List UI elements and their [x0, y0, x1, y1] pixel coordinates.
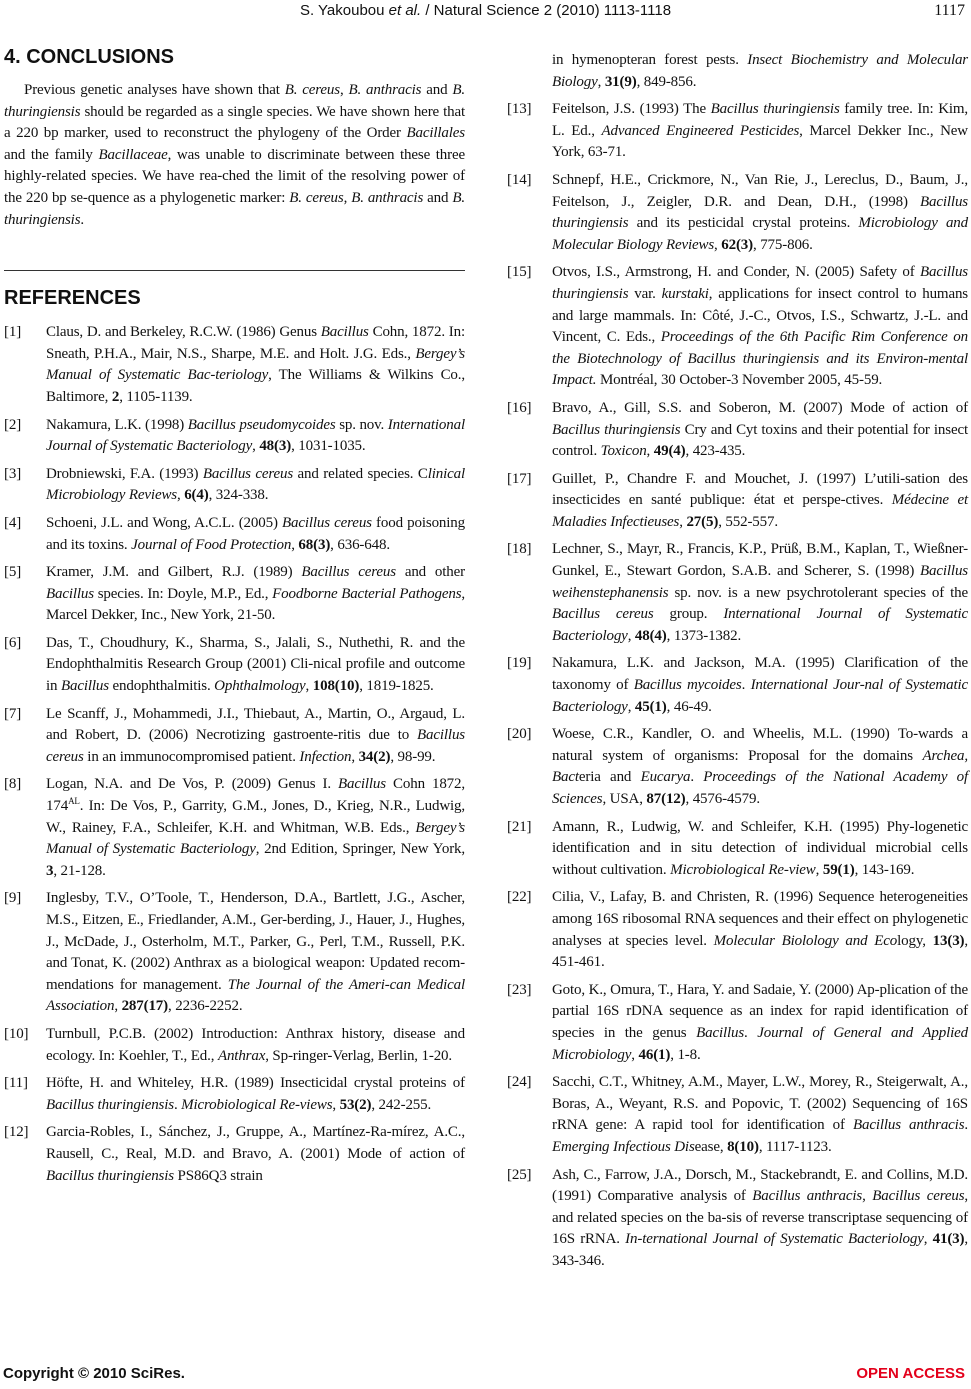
text-run: Nakamura, L.K. and Jackson, M.A. (1995) Clarification of the taxonomy of — [552, 655, 968, 694]
italic-text: B. cereus — [284, 82, 340, 98]
reference-number: [12] — [4, 1124, 29, 1141]
text-run: , 21-128. — [53, 862, 106, 879]
italic-text: Microbiological Re-views — [181, 1096, 333, 1113]
reference-number: [16] — [507, 399, 532, 416]
text-run: , 46-49. — [666, 698, 712, 715]
text-run: . In: De Vos, P., Garrity, G.M., Jones, D., Krieg, N.R., Ludwig, W., Rainey, F.A., Schleifer, K.H. and Whitman, W.B. Eds., — [46, 798, 465, 836]
bold-text: 41(3) — [932, 1231, 965, 1248]
text-run: , — [627, 698, 635, 715]
text-run: PS86Q3 strain — [173, 1167, 263, 1184]
text-run: and its pesticidal crystal proteins. — [628, 215, 859, 232]
italic-text: kurstaki — [661, 285, 709, 302]
text-run: Cohn, 1872. In: Sneath, P.H.A., Mair, N.S., Sharpe, M.E. and Holt. J.G. Eds., — [46, 324, 465, 362]
text-run: , — [679, 513, 687, 530]
bold-text: 27(5) — [686, 513, 719, 530]
bold-text: 2 — [111, 388, 120, 405]
italic-text: Bacillus thuringiensis — [46, 1096, 174, 1113]
bold-text: 62(3) — [721, 236, 753, 253]
italic-text: B. anthracis — [348, 82, 422, 98]
italic-text: In-ternational Journal of Systematic Bacteriology — [625, 1231, 924, 1248]
text-run: . — [80, 211, 84, 228]
italic-text: Bacillus — [696, 1024, 745, 1041]
reference-number: [4] — [4, 514, 22, 531]
italic-text: Bacillus cereus — [872, 1188, 965, 1205]
text-run: in hymenopteran forest pests. — [552, 52, 748, 68]
bold-text: 108(10) — [312, 678, 360, 695]
text-run: Drobniewski, F.A. (1993) — [46, 465, 203, 482]
italic-text: The Journal of the Ameri-can Medical Association — [46, 976, 465, 1015]
text-run: . — [964, 1117, 968, 1134]
italic-text: Bacillaceae — [98, 146, 168, 163]
reference-item — [4, 888, 465, 1018]
text-run: , Sp-ringer-Verlag, Berlin, 1-20. — [265, 1047, 453, 1064]
reference-item — [4, 1073, 465, 1116]
reference-item — [4, 704, 465, 769]
bold-text: 87(12) — [646, 791, 686, 807]
text-run: , 2236-2252. — [168, 998, 243, 1015]
bold-text: 49(4) — [653, 443, 686, 460]
text-run: Schnepf, H.E., Crickmore, N., Van Rie, J., Lereclus, D., Baum, J., Feitelson, J., Zeigler, D.R. and Dean, D.H., (1998) — [552, 171, 968, 210]
italic-text: B. thuringiensis — [4, 189, 466, 228]
italic-text: B. anthracis — [351, 189, 424, 206]
text-run: , 1373-1382. — [666, 627, 742, 644]
reference-number: [13] — [507, 101, 532, 118]
bold-text: 45(1) — [634, 698, 667, 715]
text-run: , 451-461. — [552, 932, 969, 971]
text-run: . — [690, 769, 704, 786]
reference-item — [507, 469, 968, 534]
italic-text: Bacillus cereus — [202, 465, 294, 482]
text-run: , 1819-1825. — [359, 678, 434, 695]
italic-text: Médecine et Maladies Infectieuses — [552, 492, 968, 530]
text-run: eria and — [578, 769, 641, 786]
text-run: Montréal, 30 October-3 November 2005, 45-59. — [596, 372, 883, 389]
reference-item — [507, 653, 968, 718]
conclusions-heading: 4. CONCLUSIONS — [4, 46, 175, 68]
text-run: . — [744, 1024, 758, 1041]
text-run: , — [597, 73, 605, 90]
reference-item — [4, 562, 465, 627]
copyright-notice: Copyright © 2010 SciRes. — [3, 1365, 185, 1382]
reference-item — [507, 1165, 968, 1273]
open-access-label: OPEN ACCESS — [856, 1365, 965, 1382]
text-run: Le Scanff, J., Mohammedi, J.I., Thiebaut, A., Martin, O., Argaud, L. and Robert, D. (2006) Necrotizing gastroente-ritis due to — [46, 705, 465, 744]
text-run: , — [177, 487, 185, 504]
reference-number: [17] — [507, 470, 532, 487]
reference-item — [4, 513, 465, 556]
reference-item — [4, 774, 465, 882]
italic-text: Microbiology and Molecular Biology Reviews — [552, 215, 968, 253]
section-divider — [4, 270, 465, 271]
italic-text: Proceedings of the National Academy of Sciences — [552, 769, 968, 807]
conclusions-paragraph — [4, 80, 465, 231]
reference-number: [2] — [4, 416, 22, 433]
text-run: , 1031-1035. — [291, 438, 366, 455]
text-run: sp. nov. is a new psychrotolerant species of the — [668, 584, 968, 601]
text-run: , — [646, 443, 654, 460]
text-run: , — [714, 236, 722, 253]
reference-number: [10] — [4, 1025, 29, 1042]
reference-number: [19] — [507, 655, 532, 672]
text-run: , — [305, 678, 313, 695]
italic-text: Bacillus cereus — [46, 727, 465, 765]
bold-text: 48(3) — [259, 438, 292, 455]
text-run: , — [351, 748, 359, 765]
reference-list-right — [507, 99, 968, 1272]
text-run: , 143-169. — [854, 861, 915, 878]
text-run: Inglesby, T.V., O’Toole, T., Henderson, D.A., Bartlett, J.G., Ascher, M.S., Eitzen, E., Friedlander, A.M., Ger-berding, J., Hauer, J., Hughes, J., McDade, J., Osterholm, M.T., Parker, G., Perl, T.M., Russell, P.K. and Tonat, K. (2002) Anthrax as a biological weapon: Updated recom-mendations for management. — [46, 890, 465, 993]
reference-number: [6] — [4, 634, 22, 651]
text-run: , 1117-1123. — [758, 1138, 832, 1155]
reference-number: [7] — [4, 705, 22, 722]
text-run: Amann, R., Ludwig, W. and Schleifer, K.H. (1995) Phy-logenetic identification and in situ detection of individual microbial cells without cultivation. — [552, 818, 968, 878]
text-run: Sacchi, C.T., Whitney, A.M., Mayer, L.W., Morey, R., Steigerwalt, A., Boras, A., Weyant, R.S. and Popovic, T. (2002) Sequencing of 16S rRNA gene: A rapid tool for identification of — [552, 1074, 968, 1134]
italic-text: Bacillus anthracis — [852, 1117, 965, 1134]
left-column — [4, 44, 465, 1193]
italic-text: Bacillus thuringiensis — [552, 421, 681, 438]
text-run: Guillet, P., Chandre F. and Mouchet, J. (1997) L’utili-sation des insecticides en santé publique: état et perspe-ctives. — [552, 470, 968, 509]
text-run: Nakamura, L.K. (1998) — [46, 416, 188, 433]
text-run: , 849-856. — [636, 73, 697, 90]
text-run: , applications for insect control to humans and large mammals. In: Côté, J.-C., Otvos, I.S., Schwartz, J.-L. and Vincent, C. Eds., — [552, 285, 968, 346]
italic-text: Bacillus — [320, 324, 369, 341]
text-run: , 1105-1139. — [119, 388, 193, 405]
text-run: Feitelson, J.S. (1993) The — [552, 101, 711, 118]
italic-text: Bergey’s Manual of Systematic Bacteriology — [46, 819, 465, 858]
reference-item — [507, 887, 968, 973]
italic-text: Proceedings of the 6th Pacific Rim Conference on the Biotechnology of Bacillus thuringiensis and its Environ-mental Impact. — [552, 329, 969, 389]
text-run: group. — [653, 606, 724, 623]
text-run: ease, — [694, 1138, 728, 1155]
text-run: Bravo, A., Gill, S.S. and Soberon, M. (2007) Mode of action of — [552, 399, 968, 416]
italic-text: Molecular Biolology and Eco — [713, 932, 898, 949]
text-run: , 2nd Edition, Springer, New York, — [255, 841, 465, 858]
reference-item — [4, 1122, 465, 1187]
italic-text: Journal of Food Protection — [131, 536, 292, 553]
bold-text: 53(2) — [339, 1096, 372, 1113]
bold-text: 46(1) — [638, 1046, 671, 1063]
italic-text: Bacillus thuringiensis — [552, 193, 968, 232]
reference-list-left — [4, 322, 465, 1187]
reference-number: [20] — [507, 726, 532, 743]
text-run: , — [631, 1046, 639, 1063]
italic-text: Ophthalmology — [214, 678, 306, 695]
text-run: , — [332, 1096, 340, 1113]
italic-text: Bacillus — [60, 678, 109, 695]
text-run: Ash, C., Farrow, J.A., Dorsch, M., Stackebrandt, E. and Collins, M.D. (1991) Comparative analysis of — [552, 1166, 968, 1205]
text-run: , Marcel Dekker, Inc., New York, 21-50. — [46, 585, 466, 624]
text-run: Lechner, S., Mayr, R., Francis, K.P., Prüß, B.M., Kaplan, T., Wießner-Gunkel, E., Stewart Gordon, S.A.B. and Scherer, S. (1998) — [552, 541, 968, 580]
text-run: , and related species on the ba-sis of reverse transcriptase sequencing of 16S rRNA. — [552, 1188, 968, 1248]
text-run: , 242-255. — [371, 1096, 432, 1113]
text-run: , Marcel Dekker Inc., New York, 63-71. — [552, 122, 968, 161]
header-authors: S. Yakoubou — [299, 2, 389, 19]
italic-text: Anthrax — [217, 1047, 266, 1064]
reference-item — [507, 99, 968, 164]
italic-text: Bacillus — [46, 585, 94, 602]
italic-text: linical Microbiology Reviews — [46, 465, 465, 504]
text-run: , The Williams & Wilkins Co., Baltimore, — [46, 367, 465, 405]
text-run: Cry and Cyt toxins and their potential for insect control. — [552, 421, 968, 460]
bold-text: 287(17) — [121, 998, 169, 1015]
text-run: Previous genetic analyses have shown that — [24, 82, 285, 98]
text-run: Turnbull, P.C.B. (2002) Introduction: Anthrax history, disease and ecology. In: Koehler, T., Ed., — [46, 1025, 465, 1064]
italic-text: International Jour-nal of Systematic Bacteriology — [552, 677, 968, 715]
text-run: Höfte, H. and Whiteley, H.R. (1989) Insecticidal crystal proteins of — [46, 1075, 465, 1092]
italic-text: Infection — [299, 748, 352, 765]
italic-text: Archea, Bact — [552, 747, 968, 786]
text-run: , — [339, 82, 349, 98]
reference-number: [14] — [507, 171, 532, 188]
text-run: , 775-806. — [753, 236, 813, 253]
reference-item — [507, 170, 968, 256]
right-column — [507, 50, 968, 1278]
text-run: Kramer, J.M. and Gilbert, R.J. (1989) — [46, 564, 302, 581]
reference-item — [507, 724, 968, 810]
reference-item — [4, 464, 465, 507]
bold-text: 68(3) — [298, 536, 331, 553]
header-journal: / Natural Science 2 (2010) 1113-1118 — [421, 2, 672, 19]
italic-text: Bacillus cereus — [282, 514, 372, 531]
page-number: 1117 — [934, 2, 965, 19]
text-run: , — [923, 1231, 933, 1248]
text-run: Otvos, I.S., Armstrong, H. and Conder, N. (2005) Safety of — [552, 264, 921, 281]
text-run: , 98-99. — [390, 748, 436, 765]
reference-item — [507, 1072, 968, 1158]
bold-text: 13(3) — [932, 932, 965, 949]
text-run: should be regarded as a single species. We have shown here that a 220 bp marker, used to reconstruct the phylogeny of the Order — [4, 103, 465, 142]
italic-text: Journal of General and Applied Microbiology — [552, 1024, 969, 1063]
running-header — [0, 2, 971, 22]
header-et-al: et al. — [388, 2, 422, 19]
text-run: species. In: Doyle, M.P., Ed., — [93, 585, 273, 602]
reference-number: [11] — [4, 1075, 28, 1092]
reference-item — [507, 262, 968, 392]
reference-number: [18] — [507, 541, 532, 558]
text-run: and — [421, 82, 453, 98]
text-run: Goto, K., Omura, T., Hara, Y. and Sadaie, Y. (2000) Ap-plication of the partial 16S rDNA sequence as an index for rapid identification of species in the genus — [552, 981, 968, 1041]
text-run: var. — [628, 285, 662, 302]
reference-item — [507, 539, 968, 647]
italic-text: Eucarya — [640, 769, 691, 786]
italic-text: Bacillus anthracis — [752, 1188, 863, 1205]
text-run: , — [114, 998, 122, 1015]
italic-text: Bacillus cereus — [552, 606, 654, 623]
italic-text: Bacillus pseudomycoides — [187, 416, 336, 433]
reference-item — [4, 415, 465, 458]
reference-item — [4, 322, 465, 408]
reference-item — [4, 1024, 465, 1067]
bold-text: 6(4) — [184, 487, 209, 504]
text-run: Claus, D. and Berkeley, R.C.W. (1986) Genus — [46, 324, 321, 341]
italic-text: Toxicon — [600, 443, 647, 460]
italic-text: Advanced Engineered Pesticides — [601, 122, 800, 139]
reference-number: [22] — [507, 889, 532, 906]
bold-text: 3 — [46, 862, 54, 879]
journal-citation — [0, 2, 971, 19]
references-heading: REFERENCES — [4, 287, 141, 310]
text-run: , was unable to discriminate between these three highly-related species. We have rea-ched the limit of the resolving power of the 220 bp se-quence as a phylogenetic marker: — [4, 146, 466, 206]
text-run: and related species. C — [293, 465, 428, 482]
bold-text: 48(4) — [634, 627, 667, 644]
italic-text: B. thuringiensis — [4, 82, 466, 120]
reference-item — [507, 398, 968, 463]
text-run: , 1-8. — [670, 1046, 701, 1063]
italic-text: Bacillus mycoides — [633, 677, 742, 694]
italic-text: Bacillus cereus — [301, 564, 396, 581]
italic-text: Insect Biochemistry and Molecular Biology — [552, 52, 968, 90]
italic-text: Bacillus weihenstephanensis — [552, 563, 968, 601]
text-run: , — [627, 627, 635, 644]
reference-number: [1] — [4, 324, 22, 341]
text-run: sp. nov. — [335, 416, 388, 433]
text-run: , — [862, 1188, 873, 1205]
text-run: , — [343, 189, 352, 206]
text-run: , USA, — [602, 791, 647, 807]
italic-text: Bacillus thuringiensis — [710, 101, 840, 118]
text-run: , 636-648. — [330, 536, 390, 553]
italic-text: Foodborne Bacterial Pathogens — [272, 585, 462, 602]
italic-text: Bacillus thuringiensis — [552, 264, 968, 302]
text-run: logy, — [897, 932, 933, 949]
text-run: Schoeni, J.L. and Wong, A.C.L. (2005) — [46, 514, 282, 531]
text-run: and — [423, 189, 453, 206]
text-run: Garcia-Robles, I., Sánchez, J., Gruppe, A., Martínez-Ra-mírez, A.C., Rausell, C., Real, M.D. and Bravo, A. (2001) Mode of action of — [46, 1124, 465, 1162]
text-run: food poisoning and its toxins. — [46, 514, 465, 553]
text-run: , — [815, 861, 823, 878]
text-run: Logan, N.A. and De Vos, P. (2009) Genus I. — [46, 776, 338, 793]
text-run: , — [291, 536, 299, 553]
text-run: , 343-346. — [552, 1231, 968, 1269]
reference-number: [15] — [507, 264, 532, 281]
italic-text: International Journal of Systematic Bacteriology — [46, 416, 465, 455]
text-run: Cilia, V., Lafay, B. and Christen, R. (1996) Sequence heterogeneities among 16S ribosomal RNA sequences and their effect on phylogenetic analyses at species level. — [552, 889, 968, 949]
text-run: . — [173, 1096, 182, 1113]
bold-text: 8(10) — [727, 1138, 759, 1155]
italic-text: Bacillales — [406, 125, 465, 142]
text-run: and other — [395, 564, 465, 581]
superscript-text: AL — [68, 796, 80, 807]
text-run: . — [741, 677, 751, 694]
italic-text: Microbiological Re-view — [670, 861, 816, 878]
reference-number: [24] — [507, 1074, 532, 1091]
reference-number: [5] — [4, 564, 22, 581]
text-run: , 552-557. — [718, 513, 778, 530]
text-run: , 324-338. — [208, 487, 269, 504]
text-run: , 423-435. — [685, 443, 746, 460]
text-run: Das, T., Choudhury, K., Sharma, S., Jalali, S., Nuthethi, R. and the Endophthalmitis Research Group (2001) Cli-nical profile and outcome in — [46, 634, 465, 695]
italic-text: Bacillus thuringiensis — [46, 1167, 174, 1184]
italic-text: Bacillus — [338, 776, 386, 793]
text-run: and the family — [4, 146, 99, 163]
italic-text: Bergey’s Manual of Systematic Bac-teriology — [46, 345, 465, 384]
reference-12-continuation — [507, 50, 968, 93]
text-run: , 4576-4579. — [685, 791, 760, 807]
reference-item — [507, 980, 968, 1066]
bold-text: 31(9) — [604, 73, 637, 90]
reference-item — [507, 817, 968, 882]
text-run: in an immunocompromised patient. — [83, 748, 300, 765]
text-run: Woese, C.R., Kandler, O. and Wheelis, M.L. (1990) To-wards a natural system of organisms: Proposal for the domains — [552, 726, 968, 764]
text-run: family tree. In: Kim, L. Ed., — [552, 101, 969, 139]
bold-text: 59(1) — [822, 861, 855, 878]
text-run: , — [252, 438, 260, 455]
reference-number: [3] — [4, 465, 22, 482]
reference-number: [9] — [4, 890, 22, 907]
reference-number: [23] — [507, 981, 532, 998]
italic-text: B. cereus — [289, 189, 344, 206]
bold-text: 34(2) — [358, 748, 391, 765]
reference-number: [25] — [507, 1166, 532, 1183]
italic-text: International Journal of Systematic Bacteriology — [552, 606, 968, 644]
italic-text: Emerging Infectious Dis — [552, 1138, 695, 1155]
text-run: endophthalmitis. — [108, 678, 215, 695]
text-run: Cohn 1872, 174 — [46, 776, 465, 815]
reference-number: [8] — [4, 776, 22, 793]
reference-number: [21] — [507, 818, 532, 835]
reference-item — [4, 633, 465, 698]
